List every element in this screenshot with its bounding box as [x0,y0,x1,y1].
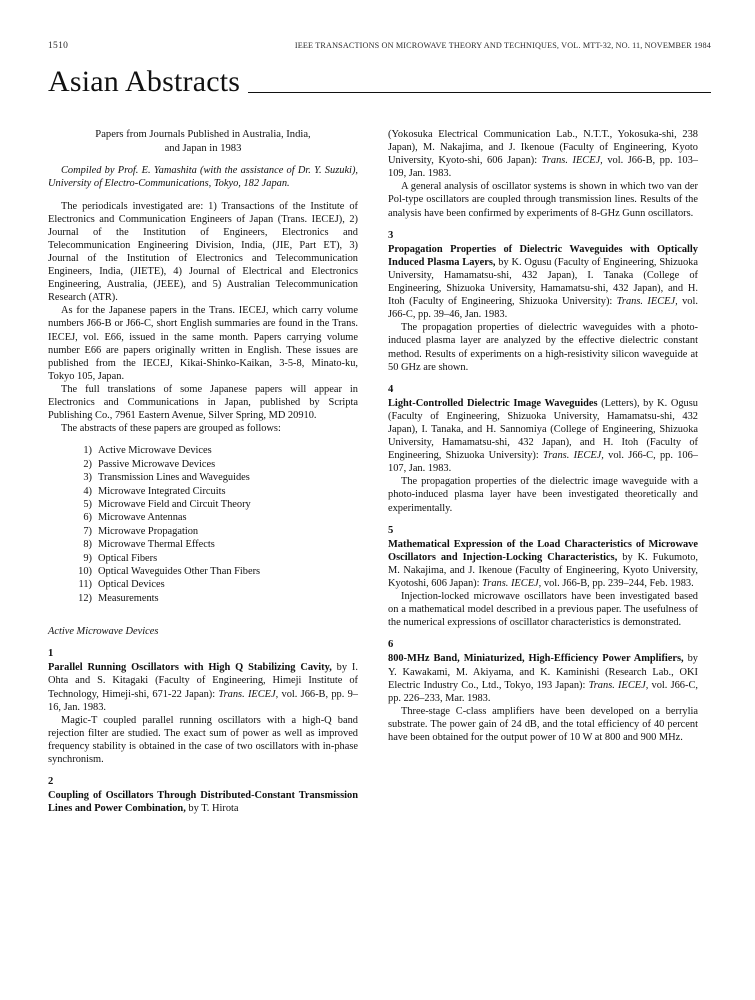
intro-heading-line-1: Papers from Journals Published in Australia, India, [95,129,311,140]
abstract-citation-2-part2 [388,128,698,180]
abstract-number-6: 6 [388,639,394,651]
group-list-item-label: Transmission Lines and Waveguides [98,472,250,484]
abstract-source-italic-1: Trans. IECEJ, [218,688,279,700]
group-list-item-number: 4) [83,485,92,497]
abstract-byline-2-left: by T. Hirota [185,803,239,815]
department-title-row [48,66,711,98]
abstract-source-italic-6: Trans. IECEJ, [588,679,649,691]
group-list-item-number: 3) [83,472,92,484]
page-title: Asian Abstracts [48,65,241,98]
abstract-title-6: 800-MHz Band, Miniaturized, High-Efficiency Power Amplifiers, [388,653,684,665]
group-list-item-label: Microwave Field and Circuit Theory [98,498,251,510]
group-list-item-label: Microwave Integrated Circuits [98,485,226,497]
group-list-item-number: 8) [83,539,92,551]
group-list-item-number: 10) [78,565,92,577]
abstract-byline-1: by I. Ohta and S. Kitagaki (Faculty of Engineering, Himeji Institute of Technology, Himeji-shi, 671-22 Japan): [48,662,358,700]
abstract-source-italic-4: Trans. IECEJ, [543,450,604,462]
group-list-item-label: Microwave Thermal Effects [98,539,215,551]
abstract-citation-5 [388,538,698,590]
abstract-source-italic-5: Trans. IECEJ, [482,578,542,589]
abstract-number-4: 4 [388,383,394,395]
abstract-citation-6 [388,652,698,704]
abstract-byline-4: (Letters), by K. Ogusu (Faculty of Engineering, Shizuoka University, Hamamatsu-shi, 432 Japan), I. Tanaka, and H. Sannomiya (College of Engineering, Shizuoka University, Hamamatsu-shi, 432 Japan), and H. Itoh (Faculty of Engineering, Shizuoka University): [388,397,698,462]
abstract-source-rest-3: vol. J66-C, pp. 39–46, Jan. 1983. [388,296,698,321]
abstract-source-rest-5: vol. J66-B, pp. 239–244, Feb. 1983. [541,578,694,589]
group-list-item [70,538,358,551]
paragraph-periodicals: The periodicals investigated are: 1) Transactions of the Institute of Electronics and Communication Engineers of Japan (Trans. IECEJ), 2) Journal of the Institution of Engineers, Electronics and Telecommunication Engineering Division, India, (JIE, Part ET), 3) Journal of the Institution of Electronics and Telecommunication Engineers, India, (JIETE), 4) Journal of Electrical and Electronics Engineering, Australia, (JEEE), and 5) Australian Telecommunication Research (ATR). [48,200,358,304]
paragraph-grouped-as-follows: The abstracts of these papers are grouped as follows: [61,423,281,435]
group-list-item [70,592,358,605]
group-list-item [70,552,358,565]
abstract-citation-1 [48,661,358,713]
group-list-item-label: Microwave Propagation [98,525,199,537]
page-folio: 1510 [48,41,69,51]
abstract-title-1: Parallel Running Oscillators with High Q Stabilizing Cavity, [48,662,332,674]
group-list-item [70,525,358,538]
abstract-source-rest-2: vol. J66-B, pp. 103–109, Jan. 1983. [388,155,698,180]
abstract-byline-3: by K. Ogusu (Faculty of Engineering, Shizuoka University, Hamamatsu-shi, 432 Japan), I. Tanaka (College of Engineering, Shizuoka University, Hamamatsu-shi, 432 Japan), and H. Itoh (Faculty of Engineering, Shizuoka University): [388,256,698,308]
group-list-item [70,578,358,591]
abstract-byline-5: by K. Fukumoto, M. Nakajima, and J. Ikenoue (Faculty of Engineering, Kyoto University, Kyotoshi, 606 Japan): [388,551,698,589]
intro-heading-line-2: and Japan in 1983 [164,142,242,154]
abstract-number-5: 5 [388,524,394,536]
abstract-body-3: The propagation properties of dielectric waveguides with a photo-induced plasma layer are analyzed by the effective dielectric constant method. Results of experiments on a high-resistivity silicon waveguide at 50 GHz are shown. [388,322,698,373]
abstract-number-2: 2 [48,776,54,788]
abstract-source-rest-6: vol. J66-C, pp. 226–233, Mar. 1983. [388,679,698,704]
abstract-citation-2-part1 [48,789,358,815]
group-list-item-number: 6) [83,512,92,524]
group-list-item-number: 7) [83,525,92,537]
abstract-citation-3 [388,243,698,322]
abstract-byline-2-right: (Yokosuka Electrical Communication Lab., N.T.T., Yokosuka-shi, 238 Japan), M. Nakajima, and J. Ikenoue (Faculty of Engineering, Kyoto University, Kyoto-shi, 606 Japan): [388,129,698,167]
group-list-item-number: 9) [83,552,92,564]
paragraph-japanese-papers: As for the Japanese papers in the Trans. IECEJ, which carry volume numbers J66-B or J66-C, short English summaries are found in the Trans. IECEJ, vol. E66, issued in the same month. Papers carrying volume number E66 are papers originally written in English. These issues are published from the IECEJ, Kikai-Shinko-Kaikan, 3-5-8, Minato-ku, Tokyo 105, Japan. [48,305,358,382]
abstract-body-4: The propagation properties of the dielectric image waveguide with a photo-induced plasma layer have been investigated theoretically and experimentally. [388,476,698,514]
group-list-item [70,485,358,498]
compiled-by-note: Compiled by Prof. E. Yamashita (with the assistance of Dr. Y. Suzuki), University of Electro-Communications, Tokyo, 182 Japan. [48,165,358,190]
abstract-source-italic-2: Trans. IECEJ, [541,155,603,167]
group-list-item-label: Optical Waveguides Other Than Fibers [98,565,261,577]
group-list-item-number: 2) [83,458,92,470]
two-column-body [48,128,711,988]
abstract-number-1: 1 [48,648,54,660]
abstract-citation-4 [388,397,698,476]
title-rule [248,92,711,93]
paragraph-translations: The full translations of some Japanese papers will appear in Electronics and Communications in Japan, published by Scripta Publishing Co., 7961 Eastern Avenue, Silver Spring, MD 20910. [48,383,358,422]
group-list-item-label: Microwave Antennas [98,512,187,524]
abstract-title-5: Mathematical Expression of the Load Characteristics of Microwave Oscillators and Injection-Locking Characteristics, [388,538,698,563]
abstract-number-3: 3 [388,229,394,241]
group-list-item-number: 12) [78,592,92,604]
abstract-body-6: Three-stage C-class amplifiers have been developed on a berrylia substrate. The power gain of 24 dB, and the total efficiency of 40 percent have been obtained for the output power of 10 W at 800 and 900 MHz. [388,705,698,744]
group-list-item-label: Passive Microwave Devices [98,458,216,470]
group-list-item-label: Active Microwave Devices [98,445,212,457]
group-list-item-number: 11) [78,579,92,591]
section-heading-active-microwave-devices: Active Microwave Devices [48,626,159,638]
group-list-item [70,471,358,484]
group-list-item [70,565,358,578]
abstract-body-2: A general analysis of oscillator systems is shown in which two van der Pol-type oscillators are coupled through transmission lines. Results of the analysis have been confirmed by experiments of 8-GHz Gunn oscillators. [388,181,698,219]
abstract-source-rest-1: vol. J66-B, pp. 9–16, Jan. 1983. [48,688,358,713]
abstract-source-italic-3: Trans. IECEJ, [616,296,678,308]
group-list-item-label: Optical Fibers [98,552,158,564]
abstract-title-2: Coupling of Oscillators Through Distributed-Constant Transmission Lines and Power Combination, [48,790,358,815]
journal-running-title: IEEE TRANSACTIONS ON MICROWAVE THEORY AND TECHNIQUES, VOL. MTT-32, NO. 11, NOVEMBER 1984 [294,41,711,50]
group-list-item [70,511,358,524]
abstract-body-1: Magic-T coupled parallel running oscillators with a high-Q band rejection filter are studied. The exact sum of power as well as improved frequency stability is obtained in the case of two oscillators with in-phase synchronism. [48,714,358,765]
running-head [48,41,711,53]
group-list-item-label: Measurements [98,592,159,604]
abstract-group-list [48,444,358,605]
group-list-item-label: Optical Devices [98,579,165,591]
abstract-title-4: Light-Controlled Dielectric Image Waveguides [388,397,598,409]
abstract-byline-6: by Y. Kawakami, M. Akiyama, and K. Kaminishi (Research Lab., OKI Electric Industry Co., Ltd., Tokyo, 193 Japan): [388,653,698,691]
abstract-title-3: Propagation Properties of Dielectric Waveguides with Optically Induced Plasma Layers, [388,243,698,268]
column-right [388,128,698,988]
group-list-item [70,498,358,511]
group-list-item-number: 1) [83,445,92,457]
group-list-item-number: 5) [83,498,92,510]
group-list-item [70,444,358,457]
group-list-item [70,458,358,471]
column-left [48,128,358,988]
abstract-source-rest-4: vol. J66-C, pp. 106–107, Jan. 1983. [388,450,698,475]
abstract-body-5: Injection-locked microwave oscillators have been investigated based on a mathematical model described in a previous paper. The usefulness of the numerical expressions of oscillator characteristics is demonstrated. [388,591,698,629]
